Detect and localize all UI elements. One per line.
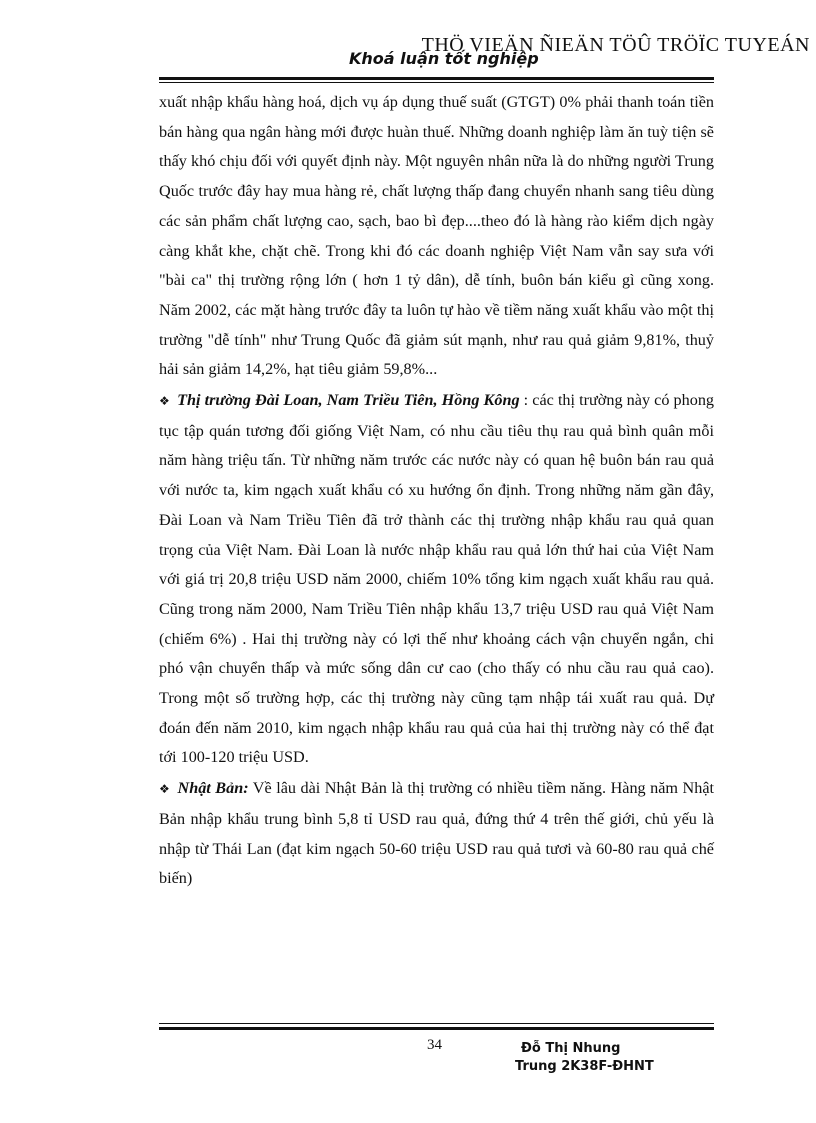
paragraph-text-taiwan: : các thị trường này có phong tục tập quán tương đối giống Việt Nam, có nhu cầu tiêu thụ rau quả bình quân mỗi năm hàng triệu tấn. Từ những năm trước các nước này có quan hệ buôn bán rau quả với nước ta, kim ngạch xuất khẩu có xu hướng ổn định. Trong những năm gần đây, Đài Loan và Nam Triều Tiên đã trở thành các thị trường nhập khẩu rau quả quan trọng của Việt Nam. Đài Loan là nước nhập khẩu rau quả lớn thứ hai của Việt Nam với giá trị 20,8 triệu USD năm 2000, chiếm 10% tổng kim ngạch xuất khẩu rau quả. Cũng trong năm 2000, Nam Triều Tiên nhập khẩu 13,7 triệu USD rau quả Việt Nam (chiếm 6%) . Hai thị trường này có lợi thế như khoảng cách vận chuyển ngắn, chi phó vận chuyển thấp và mức sống dân cư cao (cho thấy có nhu cầu rau quả cao). Trong một số trường hợp, các thị trường này cũng tạm nhập tái xuất rau quả. Dự đoán đến năm 2010, kim ngạch nhập khẩu rau quả của hai thị trường này có thể đạt tới 100-120 triệu USD. <box>159 391 715 767</box>
page-body <box>159 88 714 894</box>
paragraph-japan-market <box>159 774 714 894</box>
footer-rule-thin <box>159 1023 714 1024</box>
header-rule-thin <box>159 82 714 83</box>
author-class: Trung 2K38F-ĐHNT <box>515 1059 654 1074</box>
paragraph-lead-japan: Nhật Bản: <box>177 779 249 798</box>
author-name: Đỗ Thị Nhung <box>521 1041 621 1056</box>
header-rule-thick <box>159 77 714 80</box>
paragraph-text-japan: Về lâu dài Nhật Bản là thị trường có nhiều tiềm năng. Hàng năm Nhật Bản nhập khẩu trung bình 5,8 tỉ USD rau quả, đứng thứ 4 trên thế giới, chủ yếu là nhập từ Thái Lan (đạt kim ngạch 50-60 triệu USD rau quả tươi và 60-80 rau quả chế biến) <box>159 779 714 888</box>
library-watermark: THÖ VIEÄN ÑIEÄN TÖÛ TRÖÏC TUYEÁN <box>421 34 810 56</box>
diamond-bullet-icon: ❖ <box>159 782 170 797</box>
footer-rule-thick <box>159 1027 714 1030</box>
page-number: 34 <box>427 1037 442 1053</box>
paragraph-china-market: xuất nhập khẩu hàng hoá, dịch vụ áp dụng thuế suất (GTGT) 0% phải thanh toán tiền bán hàng qua ngân hàng mới được huàn thuế. Những doanh nghiệp làm ăn tuỳ tiện sẽ thấy khó chịu đối với quyết định này. Một nguyên nhân nữa là do những người Trung Quốc trước đây hay mua hàng rẻ, chất lượng thấp đang chuyển nhanh sang tiêu dùng các sản phẩm chất lượng cao, sạch, bao bì đẹp....theo đó là hàng rào kiểm dịch ngày càng khắt khe, chặt chẽ. Trong khi đó các doanh nghiệp Việt Nam vẫn say sưa với "bài ca" thị trường rộng lớn ( hơn 1 tỷ dân), dễ tính, buôn bán kiểu gì cũng xong. Năm 2002, các mặt hàng trước đây ta luôn tự hào về tiềm năng xuất khẩu vào một thị trường "dễ tính" như Trung Quốc đã giảm sút mạnh, như rau quả giảm 9,81%, thuỷ hải sản giảm 14,2%, hạt tiêu giảm 59,8%... <box>159 93 714 379</box>
diamond-bullet-icon: ❖ <box>159 394 170 409</box>
header-title: Khoá luận tốt nghiệp <box>349 49 539 68</box>
paragraph-taiwan-korea-hongkong <box>159 386 714 773</box>
paragraph-lead-taiwan: Thị trường Đài Loan, Nam Triều Tiên, Hồng Kông <box>177 391 520 410</box>
